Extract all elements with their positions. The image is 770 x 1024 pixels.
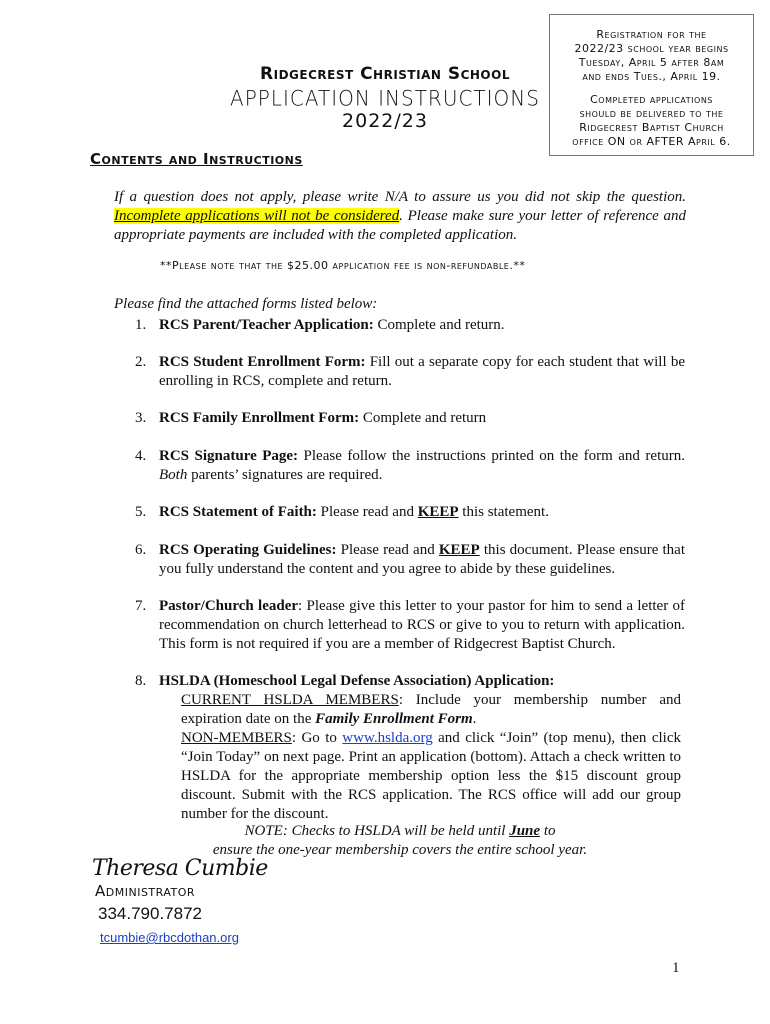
item-number: 1.	[135, 317, 147, 333]
item-text: this statement.	[458, 504, 549, 520]
item-text: Please read and	[316, 504, 418, 520]
item-text: parents’ signatures are required.	[187, 467, 383, 483]
highlighted-warning: Incomplete applications will not be considered	[114, 208, 400, 224]
page-number: 1	[672, 960, 680, 976]
notice-line: 2022/23 school year begins	[574, 42, 729, 55]
keep-emphasis: KEEP	[438, 542, 480, 558]
item-text: Complete and return.	[373, 317, 505, 333]
document-title: APPLICATION INSTRUCTIONS	[230, 85, 540, 111]
section-heading: Contents and Instructions	[90, 150, 303, 168]
item-text: Fill out a separate copy for each student that will be enrolling in RCS, complete and return.	[159, 354, 685, 389]
current-members-label: CURRENT HSLDA MEMBERS	[181, 692, 399, 708]
notice-line: Tuesday, April 5 after 8am	[578, 56, 725, 69]
fee-note: **Please note that the $25.00 application fee is non-refundable.**	[160, 259, 526, 272]
keep-emphasis: KEEP	[417, 504, 459, 520]
hslda-text: : Go to	[291, 730, 343, 746]
notice-line: office ON or AFTER April 6.	[572, 135, 731, 148]
item-title: RCS Statement of Faith:	[159, 504, 317, 520]
item-number: 6.	[135, 542, 147, 558]
family-form-name: Family Enrollment Form	[315, 711, 473, 727]
item-text: Complete and return	[359, 410, 487, 426]
note-text: NOTE: Checks to HSLDA will be held until	[244, 823, 510, 839]
notice-line: Completed applications	[590, 93, 713, 106]
item-title: RCS Family Enrollment Form:	[159, 410, 360, 426]
list-item	[135, 316, 685, 335]
hslda-text: : Include your membership number and expiration date on the	[181, 692, 681, 727]
hslda-link[interactable]: www.hslda.org	[342, 730, 433, 746]
list-item	[135, 447, 685, 485]
notice-line: Ridgecrest Baptist Church	[579, 121, 724, 134]
note-text: ensure the one-year membership covers the entire school year.	[212, 842, 588, 858]
forms-intro: Please find the attached forms listed below:	[114, 296, 378, 312]
hslda-text: and click “Join” (top menu), then click “Join Today” on next page. Print an application (bottom). Attach a check written to HSLDA for the appropriate membership option less the $15 discount group discount. Submit with the RCS application. The RCS office will add our group number for the discount.	[181, 730, 681, 822]
item-title: HSLDA (Homeschool Legal Defense Association) Application:	[159, 673, 555, 689]
item-title: RCS Operating Guidelines:	[159, 542, 337, 558]
registration-notice-box	[549, 14, 754, 156]
item-text: : Please give this letter to your pastor for him to send a letter of recommendation on church letterhead to RCS or give to you to return with application. This form is not required if you are a member of Ridgecrest Baptist Church.	[159, 598, 685, 652]
hslda-note	[150, 822, 650, 860]
email-link[interactable]: tcumbie@rbcdothan.org	[100, 930, 239, 945]
notice-line: should be delivered to the	[579, 107, 724, 120]
item-number: 8.	[135, 673, 147, 689]
item-text: Please read and	[336, 542, 439, 558]
intro-text: If a question does not apply, please write N/A to assure us you did not skip the question.	[114, 189, 686, 205]
item-number: 5.	[135, 504, 147, 520]
list-item	[135, 541, 685, 579]
list-item	[135, 409, 685, 428]
hslda-text: .	[472, 711, 477, 727]
item-title: Pastor/Church leader	[159, 598, 299, 614]
item-title: RCS Signature Page:	[159, 448, 299, 464]
item-number: 2.	[135, 354, 147, 370]
notice-line: and ends Tues., April 19.	[582, 70, 721, 83]
item-title: RCS Parent/Teacher Application:	[159, 317, 374, 333]
administrator-title: Administrator	[95, 882, 196, 900]
intro-paragraph	[114, 188, 686, 245]
signature: Theresa Cumbie	[92, 856, 268, 881]
item-number: 7.	[135, 598, 147, 614]
item-number: 3.	[135, 410, 147, 426]
list-item	[135, 597, 685, 654]
notice-line: Registration for the	[596, 28, 707, 41]
school-year: 2022/23	[342, 110, 428, 132]
school-name: Ridgecrest Christian School	[260, 64, 510, 84]
non-members-label: NON-MEMBERS	[181, 730, 292, 746]
hslda-details	[181, 691, 681, 824]
note-text: to	[540, 823, 556, 839]
item-number: 4.	[135, 448, 147, 464]
list-item	[135, 672, 685, 691]
item-emphasis: Both	[159, 467, 188, 483]
phone-number: 334.790.7872	[98, 904, 202, 923]
list-item	[135, 353, 685, 391]
june-emphasis: June	[509, 823, 541, 839]
intro-text: . Please make sure your letter of reference and appropriate payments are included with the completed application.	[114, 208, 686, 243]
item-text: this document. Please ensure that you fully understand the content and you agree to abide by these guidelines.	[159, 542, 685, 577]
item-title: RCS Student Enrollment Form:	[159, 354, 366, 370]
item-text: Please follow the instructions printed on the form and return.	[298, 448, 685, 464]
list-item	[135, 503, 685, 522]
